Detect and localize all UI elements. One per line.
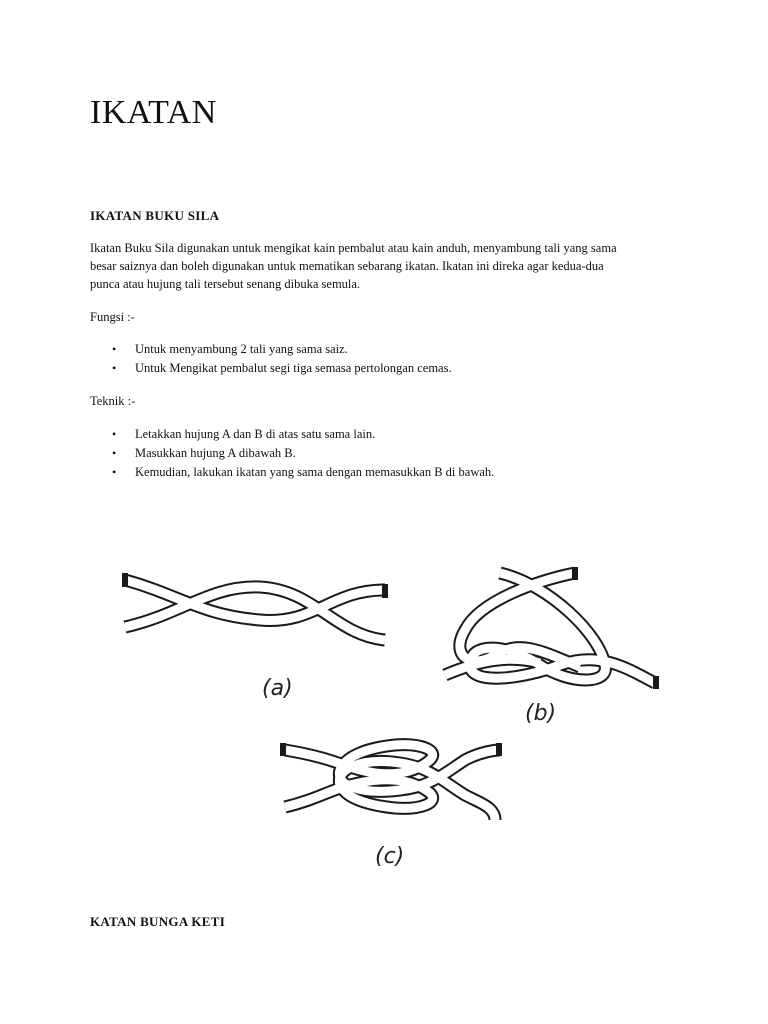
list-item: • Letakkan hujung A dan B di atas satu sama lain. [90,425,494,444]
list-item: • Kemudian, lakukan ikatan yang sama dengan memasukkan B di bawah. [90,463,494,482]
list-item: • Untuk Mengikat pembalut segi tiga semasa pertolongan cemas. [90,359,452,378]
intro-paragraph-line-3: punca atau hujung tali tersebut senang dibuka semula. [90,277,361,291]
intro-paragraph-line-1: Ikatan Buku Sila digunakan untuk mengikat kain pembalut atau kain anduh, menyambung tali yang sama [90,241,617,255]
list-item: • Masukkan hujung A dibawah B. [90,444,494,463]
section-heading-katan-bunga-keti: KATAN BUNGA KETI [90,914,226,929]
section-heading-ikatan-buku-sila: IKATAN BUKU SILA [90,208,220,223]
figure-label-a: (a) [262,676,293,701]
page-title: IKATAN [90,94,217,131]
list-item: • Untuk menyambung 2 tali yang sama saiz. [90,340,452,359]
teknik-label: Teknik :- [90,394,136,408]
figure-label-c: (c) [375,844,405,869]
fungsi-list [90,340,452,378]
fungsi-label: Fungsi :- [90,310,135,324]
figure-label-b: (b) [525,701,557,726]
intro-paragraph-line-2: besar saiznya dan boleh digunakan untuk mematikan sebarang ikatan. Ikatan ini direka agar kedua-dua [90,259,604,273]
teknik-list [90,425,494,482]
knot-illustration [100,545,680,885]
